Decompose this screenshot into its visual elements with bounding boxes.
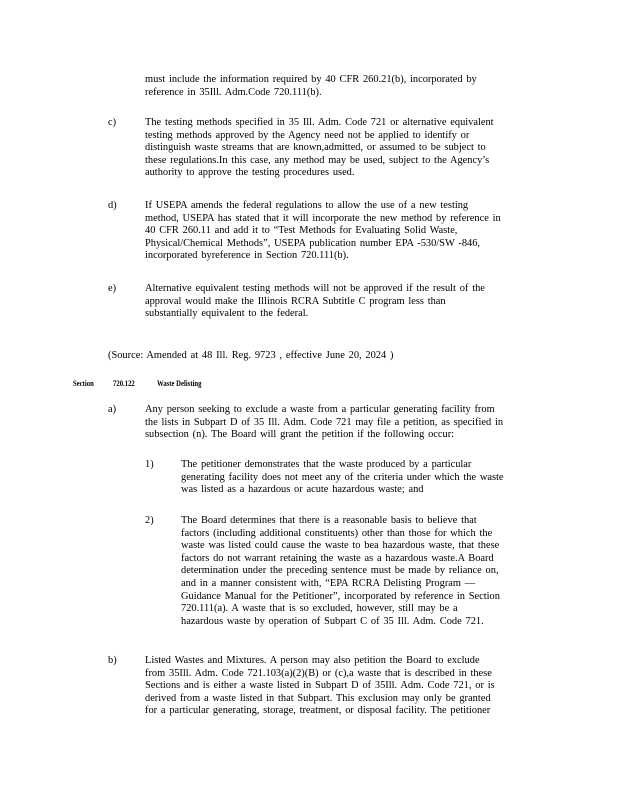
text-line: 720.111(a). A waste that is so excluded, however, still may be a [181, 603, 458, 615]
text-line: 40 CFR 260.11 and add it to “Test Methods for Evaluating Solid Waste, [145, 225, 458, 237]
text-line: was listed as a hazardous or acute hazardous waste; and [181, 484, 424, 496]
text-line: derived from a waste listed in that Subpart. This exclusion may only be granted [145, 692, 491, 704]
item-2-marker: 2) [145, 515, 154, 526]
text-line: these regulations.In this case, any method may be used, subject to the Agency’s [145, 154, 490, 166]
text-line: Sections and is either a waste listed in Subpart D of 35Ill. Adm. Code 721, or is [145, 680, 495, 692]
text-line: the lists in Subpart D of 35 Ill. Adm. Code 721 may file a petition, as specified in [145, 416, 504, 428]
text-line: Physical/Chemical Methods”, USEPA publication number EPA -530/SW -846, [145, 237, 481, 249]
source-note: (Source: Amended at 48 Ill. Reg. 9723 , effective June 20, 2024 ) [108, 350, 394, 361]
item-2 [181, 515, 536, 628]
text-line: factors (including additional constituents) other than those for which the [181, 527, 493, 539]
item-1-marker: 1) [145, 459, 154, 470]
section-number: 720.122 [113, 378, 135, 388]
paragraph-b-marker: b) [108, 655, 117, 666]
text-line: factors do not warrant retaining the waste as a hazardous waste.A Board [181, 552, 494, 564]
paragraph-a [145, 404, 540, 442]
paragraph-d [145, 200, 540, 263]
text-line: hazardous waste by operation of Subpart C of 35 Ill. Adm. Code 721. [181, 615, 484, 627]
section-label: Section [73, 378, 94, 388]
text-line: The testing methods specified in 35 Ill. Adm. Code 721 or alternative equivalent [145, 117, 494, 128]
text-line: distinguish waste streams that are known,admitted, or assumed to be subject to [145, 142, 486, 154]
text-line: Alternative equivalent testing methods will not be approved if the result of the [145, 283, 485, 294]
text-line: generating facility does not meet any of the criteria under which the waste [181, 471, 504, 483]
item-1 [181, 459, 536, 497]
text-line: The petitioner demonstrates that the waste produced by a particular [181, 459, 472, 470]
text-line: subsection (n). The Board will grant the petition if the following occur: [145, 429, 455, 441]
text-line: The Board determines that there is a reasonable basis to believe that [181, 515, 477, 526]
section-title: Waste Delisting [157, 378, 202, 388]
text-line: determination under the preceding sentence must be made by reliance on, [181, 565, 499, 577]
text-line: reference in 35Ill. Adm.Code 720.111(b). [145, 86, 322, 98]
text-line: If USEPA amends the federal regulations to allow the use of a new testing [145, 200, 469, 211]
text-line: substantially equivalent to the federal. [145, 308, 309, 320]
text-line: method, USEPA has stated that it will incorporate the new method by reference in [145, 212, 501, 224]
paragraph-a-marker: a) [108, 404, 117, 415]
paragraph-c-marker: c) [108, 117, 117, 128]
text-line: and in a manner consistent with, “EPA RCRA Delisting Program — [181, 577, 476, 589]
continuation-paragraph [145, 74, 530, 99]
paragraph-c [145, 117, 540, 180]
text-line: Any person seeking to exclude a waste from a particular generating facility from [145, 404, 495, 415]
text-line: Listed Wastes and Mixtures. A person may also petition the Board to exclude [145, 655, 480, 666]
text-line: must include the information required by 40 CFR 260.21(b), incorporated by [145, 74, 477, 85]
text-line: incorporated byreference in Section 720.111(b). [145, 250, 349, 262]
text-line: approval would make the Illinois RCRA Subtitle C program less than [145, 295, 446, 307]
text-line: waste was listed could cause the waste to bea hazardous waste, that these [181, 540, 500, 552]
paragraph-e [145, 283, 540, 321]
paragraph-d-marker: d) [108, 200, 117, 211]
text-line: from 35Ill. Adm. Code 721.103(a)(2)(B) or (c),a waste that is described in these [145, 667, 492, 679]
text-line: Guidance Manual for the Petitioner”, incorporated by reference in Section [181, 590, 500, 602]
paragraph-b [145, 655, 540, 718]
text-line: authority to approve the testing procedures used. [145, 167, 355, 179]
text-line: for a particular generating, storage, treatment, or disposal facility. The petitioner [145, 705, 491, 717]
text-line: testing methods approved by the Agency need not be applied to identify or [145, 129, 470, 141]
paragraph-e-marker: e) [108, 283, 117, 294]
